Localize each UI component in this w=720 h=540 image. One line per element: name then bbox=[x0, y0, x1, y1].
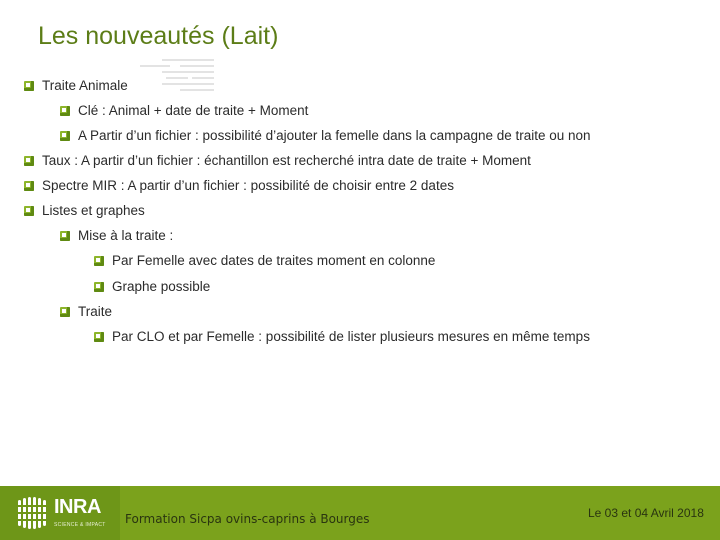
bullet-text: Mise à la traite : bbox=[78, 228, 174, 243]
bullet-text: Listes et graphes bbox=[42, 203, 145, 218]
bullet-item bbox=[60, 103, 308, 118]
bullet-text: Par Femelle avec dates de traites moment en colonne bbox=[112, 253, 436, 268]
bullet-text: Traite bbox=[78, 304, 113, 319]
bullet-item bbox=[24, 153, 531, 168]
bullet-item bbox=[24, 203, 145, 218]
bullet-item bbox=[94, 279, 210, 294]
bullet-item bbox=[60, 304, 112, 319]
footer-bar bbox=[0, 486, 720, 540]
slide-title: Les nouveautés (Lait) bbox=[38, 22, 279, 50]
bullet-text: Taux : A partir d’un fichier : échantillon est recherché intra date de traite + Moment bbox=[42, 153, 531, 168]
checkbox-bullet-icon bbox=[94, 282, 104, 292]
inra-leaf-logo-icon bbox=[16, 496, 50, 530]
checkbox-bullet-icon bbox=[60, 231, 70, 241]
logo-wordmark: INRA bbox=[54, 496, 101, 518]
bullet-text: Par CLO et par Femelle : possibilité de lister plusieurs mesures en même temps bbox=[112, 329, 590, 344]
bullet-item bbox=[94, 253, 435, 268]
checkbox-bullet-icon bbox=[24, 156, 34, 166]
checkbox-bullet-icon bbox=[24, 81, 34, 91]
bullet-item bbox=[60, 128, 591, 143]
bullet-text: Graphe possible bbox=[112, 279, 211, 294]
checkbox-bullet-icon bbox=[24, 206, 34, 216]
bullet-text: Traite Animale bbox=[42, 78, 128, 93]
bullet-text: A Partir d’un fichier : possibilité d’ajouter la femelle dans la campagne de traite ou non bbox=[78, 128, 591, 143]
footer-logo-area bbox=[0, 486, 120, 540]
bullet-item bbox=[94, 329, 590, 344]
bullet-item bbox=[24, 178, 454, 193]
checkbox-bullet-icon bbox=[94, 332, 104, 342]
checkbox-bullet-icon bbox=[60, 106, 70, 116]
footer-event-title: Formation Sicpa ovins-caprins à Bourges bbox=[125, 512, 370, 526]
checkbox-bullet-icon bbox=[60, 307, 70, 317]
logo-tagline: SCIENCE & IMPACT bbox=[54, 522, 106, 528]
checkbox-bullet-icon bbox=[24, 181, 34, 191]
checkbox-bullet-icon bbox=[94, 256, 104, 266]
bullet-text: Clé : Animal + date de traite + Moment bbox=[78, 103, 309, 118]
bullet-item bbox=[60, 228, 173, 243]
footer-date: Le 03 et 04 Avril 2018 bbox=[588, 506, 704, 520]
bullet-item bbox=[24, 78, 128, 93]
checkbox-bullet-icon bbox=[60, 131, 70, 141]
bullet-text: Spectre MIR : A partir d’un fichier : possibilité de choisir entre 2 dates bbox=[42, 178, 454, 193]
